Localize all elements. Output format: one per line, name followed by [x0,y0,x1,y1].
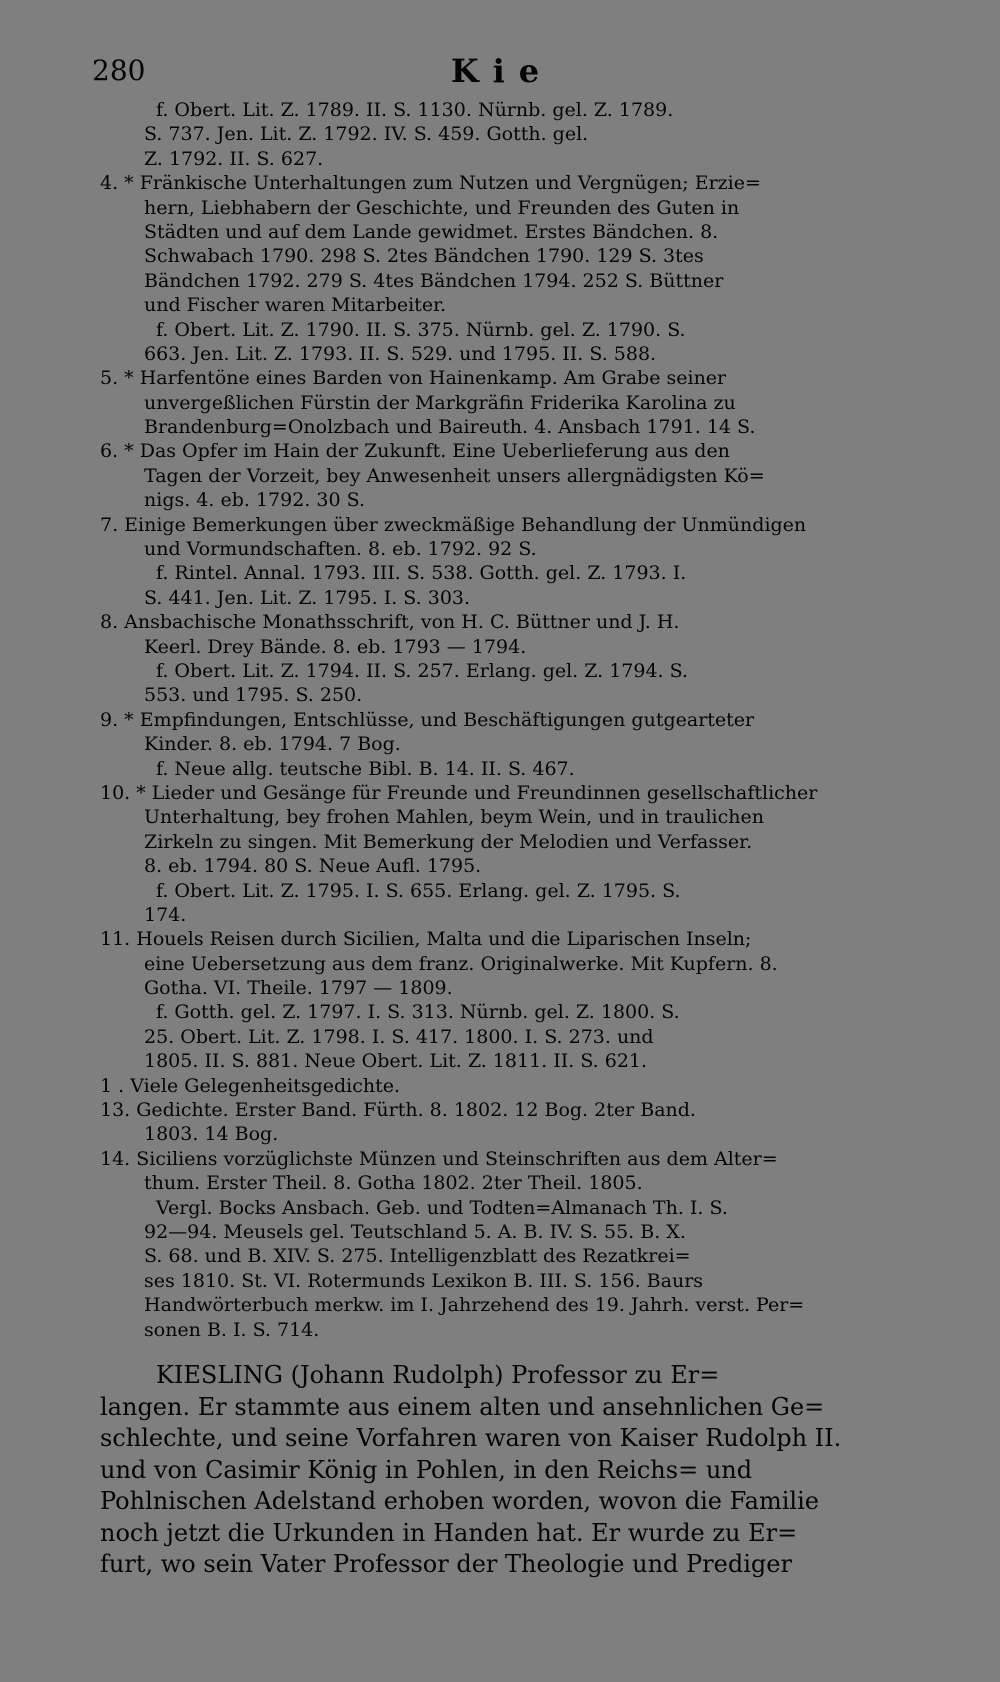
bibliography-list [100,98,900,1342]
entry-continuation-line: Handwörterbuch merkw. im I. Jahrzehend des 19. Jahrh. verst. Per= [144,1294,805,1317]
review-reference-line: 25. Obert. Lit. Z. 1798. I. S. 417. 1800. I. S. 273. und [144,1025,654,1048]
review-reference-line: 1805. II. S. 881. Neue Obert. Lit. Z. 1811. II. S. 621. [144,1050,648,1073]
entry-continuation-line: 92—94. Meusels gel. Teutschland 5. A. B. IV. S. 55. B. X. [144,1220,686,1243]
entry-continuation-line: Brandenburg=Onolzbach und Baireuth. 4. Ansbach 1791. 14 S. [144,416,756,439]
entry-line: 5. * Harfentöne eines Barden von Hainenkamp. Am Grabe seiner [100,367,727,390]
entry-continuation-line: Bändchen 1792. 279 S. 4tes Bändchen 1794. 252 S. Büttner [144,269,724,292]
entry-continuation-line: nigs. 4. eb. 1792. 30 S. [144,489,365,512]
entry-continuation-line: S. 68. und B. XIV. S. 275. Intelligenzblatt des Rezatkrei= [144,1245,691,1268]
entry-continuation-line: Städten und auf dem Lande gewidmet. Erstes Bändchen. 8. [144,220,719,243]
review-reference-line: Z. 1792. II. S. 627. [144,147,324,170]
review-reference-line: 174. [144,903,187,926]
entry-line: 1 . Viele Gelegenheitsgedichte. [100,1074,401,1097]
entry-continuation-line: Schwabach 1790. 298 S. 2tes Bändchen 1790. 129 S. 3tes [144,245,704,268]
entry-line: 7. Einige Bemerkungen über zweckmäßige Behandlung der Unmündigen [100,513,807,536]
body-line: Pohlnischen Adelstand erhoben worden, wovon die Familie [100,1487,819,1515]
review-reference-line: f. Obert. Lit. Z. 1794. II. S. 257. Erlang. gel. Z. 1794. S. [156,659,689,682]
review-reference-line: 663. Jen. Lit. Z. 1793. II. S. 529. und 1795. II. S. 588. [144,342,657,365]
entry-continuation-line: Tagen der Vorzeit, bey Anwesenheit unsers allergnädigsten Kö= [144,464,765,487]
running-head: Kie [450,52,554,90]
page-header [92,52,912,98]
review-reference-line: f. Obert. Lit. Z. 1790. II. S. 375. Nürnb. gel. Z. 1790. S. [156,318,686,341]
page-number: 280 [92,54,146,87]
body-line: schlechte, und seine Vorfahren waren von Kaiser Rudolph II. [100,1424,842,1452]
entry-line: 4. * Fränkische Unterhaltungen zum Nutzen und Vergnügen; Erzie= [100,172,761,195]
review-reference-line: S. 441. Jen. Lit. Z. 1795. I. S. 303. [144,586,471,609]
entry-line: 6. * Das Opfer im Hain der Zukunft. Eine Ueberlieferung aus den [100,440,730,463]
entry-line: 11. Houels Reisen durch Sicilien, Malta und die Liparischen Inseln; [100,928,752,951]
biography-paragraph [100,1360,900,1581]
review-reference-line: f. Gotth. gel. Z. 1797. I. S. 313. Nürnb. gel. Z. 1800. S. [156,1001,680,1024]
entry-continuation-line: Keerl. Drey Bände. 8. eb. 1793 — 1794. [144,635,527,658]
entry-line: 10. * Lieder und Gesänge für Freunde und Freundinnen gesellschaftlicher [100,781,818,804]
body-line: langen. Er stammte aus einem alten und ansehnlichen Ge= [100,1392,825,1421]
body-line: KIESLING (Johann Rudolph) Professor zu Er= [156,1361,720,1389]
entry-continuation-line: und Fischer waren Mitarbeiter. [144,294,447,317]
entry-continuation-line: thum. Erster Theil. 8. Gotha 1802. 2ter Theil. 1805. [144,1172,643,1195]
entry-line: 8. Ansbachische Monathsschrift, von H. C. Büttner und J. H. [100,611,680,634]
entry-line: 9. * Empfindungen, Entschlüsse, und Beschäftigungen gutgearteter [100,708,755,731]
review-reference-line: f. Obert. Lit. Z. 1789. II. S. 1130. Nürnb. gel. Z. 1789. [156,99,674,121]
entry-continuation-line: ses 1810. St. VI. Rotermunds Lexikon B. III. S. 156. Baurs [144,1269,704,1292]
review-reference-line: f. Rintel. Annal. 1793. III. S. 538. Gotth. gel. Z. 1793. I. [156,562,687,585]
review-reference-line: f. Obert. Lit. Z. 1795. I. S. 655. Erlang. gel. Z. 1795. S. [156,879,681,902]
review-reference-line: Vergl. Bocks Ansbach. Geb. und Todten=Almanach Th. I. S. [156,1196,728,1219]
entry-continuation-line: unvergeßlichen Fürstin der Markgräfin Friderika Karolina zu [144,391,736,414]
body-line: furt, wo sein Vater Professor der Theologie und Prediger [100,1550,792,1578]
entry-line: 13. Gedichte. Erster Band. Fürth. 8. 1802. 12 Bog. 2ter Band. [100,1099,696,1122]
entry-continuation-line: sonen B. I. S. 714. [144,1318,320,1341]
body-line: und von Casimir König in Pohlen, in den Reichs= und [100,1455,753,1484]
review-reference-line: f. Neue allg. teutsche Bibl. B. 14. II. S. 467. [156,757,575,780]
review-reference-line: 553. und 1795. S. 250. [144,684,363,707]
entry-continuation-line: 8. eb. 1794. 80 S. Neue Aufl. 1795. [144,855,482,878]
entry-continuation-line: Zirkeln zu singen. Mit Bemerkung der Melodien und Verfasser. [144,830,753,853]
body-line: noch jetzt die Urkunden in Handen hat. Er wurde zu Er= [100,1518,798,1547]
entry-continuation-line: Kinder. 8. eb. 1794. 7 Bog. [144,733,401,756]
review-reference-line: S. 737. Jen. Lit. Z. 1792. IV. S. 459. Gotth. gel. [144,123,589,146]
entry-continuation-line: Gotha. VI. Theile. 1797 — 1809. [144,977,453,1000]
entry-continuation-line: Unterhaltung, bey frohen Mahlen, beym Wein, und in traulichen [144,806,764,829]
entry-continuation-line: 1803. 14 Bog. [144,1123,279,1146]
entry-continuation-line: und Vormundschaften. 8. eb. 1792. 92 S. [144,538,537,561]
entry-continuation-line: eine Uebersetzung aus dem franz. Originalwerke. Mit Kupfern. 8. [144,952,778,975]
entry-line: 14. Siciliens vorzüglichste Münzen und Steinschriften aus dem Alter= [100,1147,778,1170]
entry-continuation-line: hern, Liebhabern der Geschichte, und Freunden des Guten in [144,196,740,219]
